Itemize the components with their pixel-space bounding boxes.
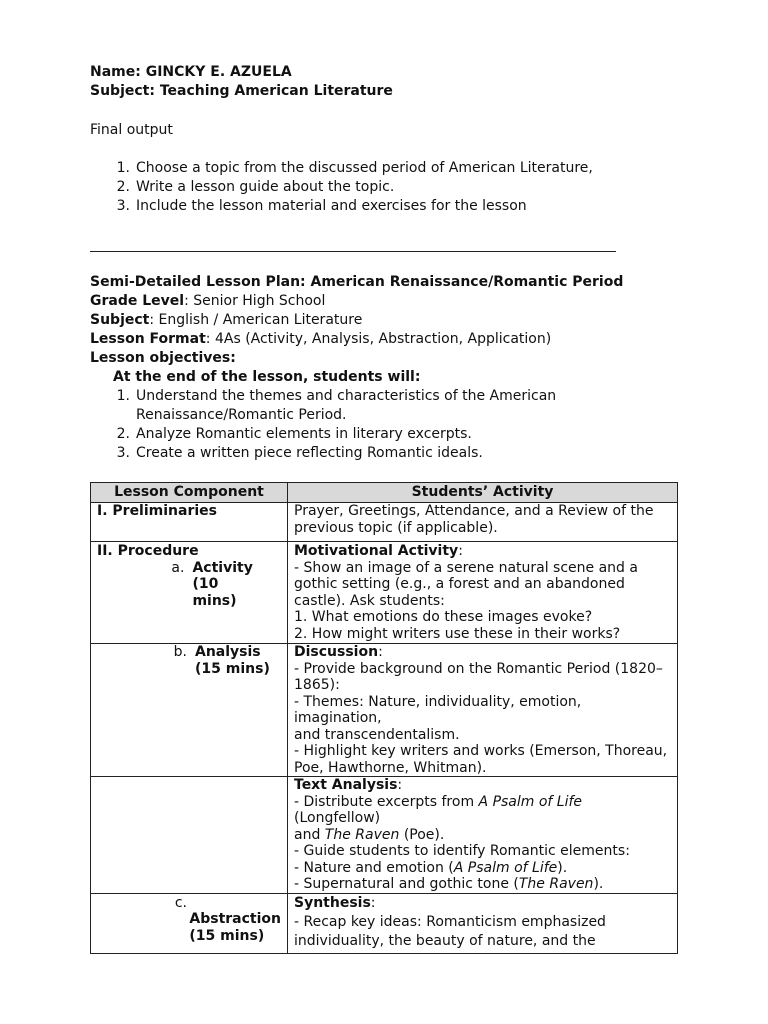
table-row: [91, 777, 678, 894]
table-header: Students’ Activity: [288, 483, 678, 503]
lesson-table: [90, 482, 678, 954]
format-value: : 4As (Activity, Analysis, Abstraction, Application): [205, 331, 552, 347]
activity-cell: [288, 503, 678, 542]
objective-number: 3.: [116, 445, 130, 461]
cell-line: - Nature and emotion (A Psalm of Life).: [294, 859, 568, 876]
cell-line: - Guide students to identify Romantic elements:: [294, 843, 630, 859]
task-number: 3.: [116, 198, 130, 214]
objective-item: Create a written piece reflecting Romantic ideals.: [136, 445, 483, 461]
cell-line: individuality, the beauty of nature, and the: [294, 932, 596, 949]
sub-component: [97, 895, 281, 912]
table-row: [91, 644, 678, 777]
sub-component: [97, 560, 281, 610]
task-item: Write a lesson guide about the topic.: [136, 179, 395, 195]
sub-component: [97, 644, 281, 677]
sub-letter: a.: [171, 559, 185, 576]
cell-line: - Supernatural and gothic tone (The Raven).: [294, 876, 604, 892]
cell-line: Synthesis:: [294, 894, 376, 911]
sub-component: [97, 911, 281, 944]
cell-line: - Provide background on the Romantic Period (1820–: [294, 660, 663, 677]
activity-cell: [288, 777, 678, 894]
cell-line: - Distribute excerpts from A Psalm of Life (Longfellow): [294, 793, 583, 826]
cell-line: - Highlight key writers and works (Emerson, Thoreau,: [294, 743, 668, 759]
lesson-format: [90, 331, 551, 347]
cell-line: 1865):: [294, 677, 340, 693]
subject-line: Subject: Teaching American Literature: [90, 83, 393, 99]
cell-line: castle). Ask students:: [294, 592, 445, 609]
plan-title: Semi-Detailed Lesson Plan: American Renaissance/Romantic Period: [90, 274, 624, 290]
cell-line: 1. What emotions do these images evoke?: [294, 609, 593, 625]
grade-value: : Senior High School: [184, 293, 326, 309]
procedure-label: II. Procedure: [97, 543, 199, 559]
task-item: Include the lesson material and exercises for the lesson: [136, 198, 527, 214]
objective-item: Understand the themes and characteristics of the American: [136, 388, 557, 404]
objectives-intro: At the end of the lesson, students will:: [113, 369, 421, 385]
activity-cell: [288, 893, 678, 953]
cell-line: previous topic (if applicable).: [294, 519, 498, 536]
cell-line: Discussion:: [294, 644, 383, 660]
table-header-row: [91, 483, 678, 503]
objectives-label: Lesson objectives:: [90, 350, 236, 366]
task-number: 1.: [116, 160, 130, 176]
cell-line: Text Analysis:: [294, 777, 403, 793]
cell-line: and transcendentalism.: [294, 726, 460, 743]
sub-title: Abstraction (15 mins): [189, 911, 281, 944]
activity-cell: [288, 644, 678, 777]
task-item: Choose a topic from the discussed period of American Literature,: [136, 160, 593, 176]
subject-row: [90, 312, 362, 328]
task-number: 2.: [116, 179, 130, 195]
sub-letter: c.: [174, 894, 187, 911]
component-cell: I. Preliminaries: [91, 503, 288, 542]
grade-level: [90, 293, 325, 309]
sub-letter: b.: [173, 644, 187, 660]
component-cell: [91, 777, 288, 894]
name-line: Name: GINCKY E. AZUELA: [90, 64, 292, 80]
activity-cell: [288, 542, 678, 644]
cell-line: Prayer, Greetings, Attendance, and a Review of the: [294, 503, 654, 519]
sub-title: Activity (10 mins): [192, 559, 253, 609]
table-row: [91, 503, 678, 542]
cell-line: gothic setting (e.g., a forest and an abandoned: [294, 576, 625, 592]
divider-line: [90, 251, 616, 252]
cell-line: - Themes: Nature, individuality, emotion, imagination,: [294, 693, 582, 726]
final-output-label: Final output: [90, 122, 173, 138]
objective-number: 2.: [116, 426, 130, 442]
cell-line: Poe, Hawthorne, Whitman).: [294, 759, 487, 776]
subject-value: : English / American Literature: [149, 312, 363, 328]
cell-line: and The Raven (Poe).: [294, 826, 445, 843]
objective-item: Analyze Romantic elements in literary excerpts.: [136, 426, 472, 442]
cell-line: 2. How might writers use these in their works?: [294, 625, 621, 642]
component-cell: [91, 644, 288, 777]
component-cell: [91, 542, 288, 644]
table-row: [91, 893, 678, 953]
subject-label: Subject: [90, 312, 150, 328]
grade-label: Grade Level: [90, 293, 185, 309]
table-row: [91, 542, 678, 644]
cell-line: - Show an image of a serene natural scene and a: [294, 559, 638, 576]
format-label: Lesson Format: [90, 331, 206, 347]
cell-line: - Recap key ideas: Romanticism emphasized: [294, 913, 606, 930]
component-cell: [91, 893, 288, 953]
objective-item-continued: Renaissance/Romantic Period.: [136, 407, 347, 423]
cell-line: Motivational Activity:: [294, 543, 463, 559]
sub-title: Analysis (15 mins): [195, 644, 270, 677]
objective-number: 1.: [116, 388, 130, 404]
table-header: Lesson Component: [91, 483, 288, 503]
